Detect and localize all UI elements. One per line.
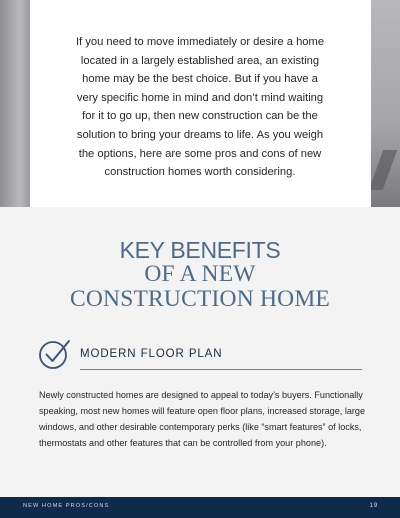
heading-line-3: CONSTRUCTION HOME: [70, 286, 330, 312]
check-circle-icon: [38, 338, 72, 370]
section-divider: [80, 369, 362, 370]
section-body: Newly constructed homes are designed to appeal to today’s buyers. Functionally speaking, most new homes will feature open floor plans, increased storage, large windows, and other desirable contemporary perks (like “smart features” of locks, thermostats and other features that can be controlled from your phone).: [39, 390, 366, 448]
page-number: 19: [369, 502, 378, 509]
heading-line-1: KEY BENEFITS: [119, 237, 281, 263]
photo-edge: [370, 0, 400, 207]
section-title: MODERN FLOOR PLAN: [80, 348, 223, 360]
heading-line-2: OF A NEW: [144, 261, 256, 287]
footer-label: NEW HOME PROS/CONS: [23, 503, 110, 509]
intro-paragraph: If you need to move immediately or desire a home located in a largely established area, an existing home may be the best choice. But if you have a very specific home in mind and don’t mind waiting for it to go up, then new construction can be the solution to bring your dreams to life. As you weigh the options, here are some pros and cons of new construction homes worth considering.: [75, 36, 325, 179]
page-footer: [0, 497, 400, 518]
